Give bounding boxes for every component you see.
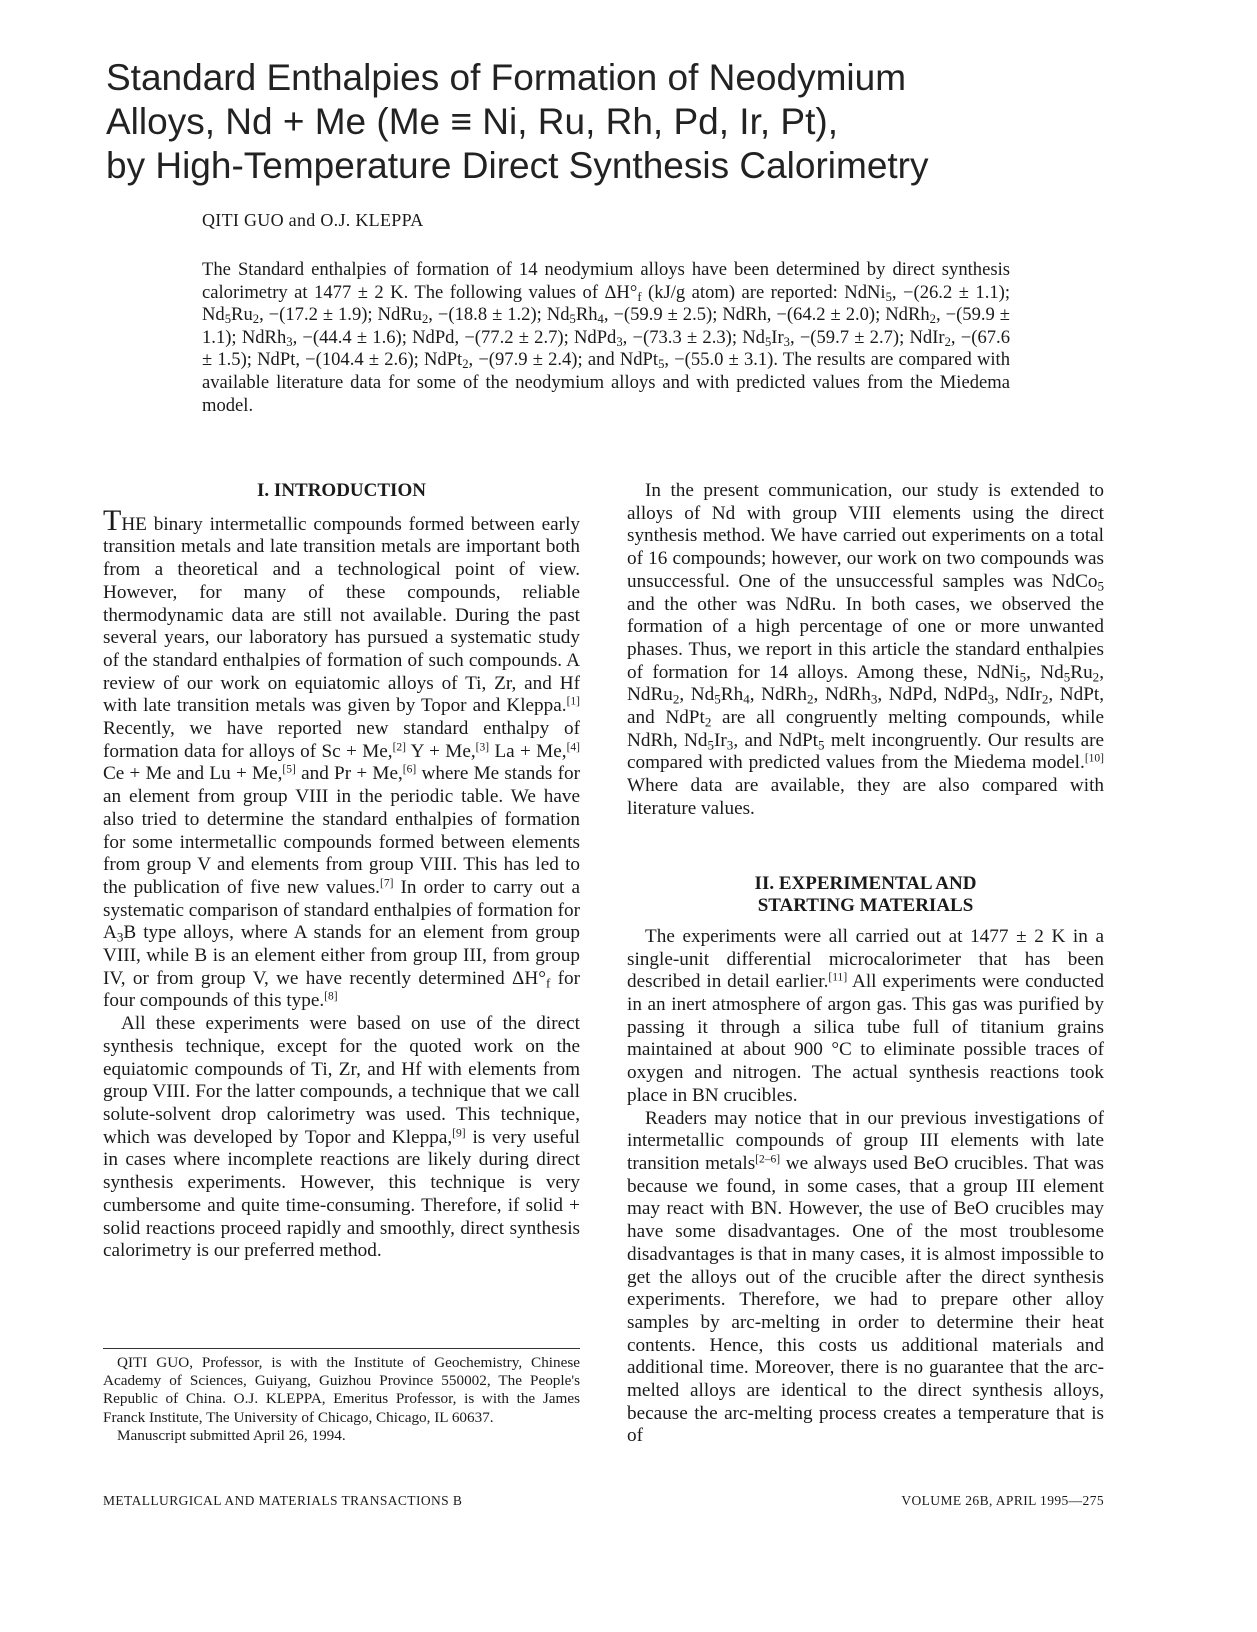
intro-paragraph [103, 503, 580, 1013]
heading-line: II. EXPERIMENTAL AND [754, 872, 977, 894]
intro-paragraph: In the present communication, our study is extended to alloys of Nd with group VIII elements using the direct synthesis method. We have carried out experiments on a total of 16 compounds; however, our work on two compounds was unsuccessful. One of the unsuccessful samples was NdCo$_5$ and the other was NdRu. In both cases, we observed the formation of a high percentage of one or more unwanted phases. Thus, we report in this article the standard enthalpies of formation for 14 alloys. Among these, NdNi$_5$, $Nd_5Ru_2$, NdRu$_2$, $Nd_5Rh_4$, NdRh$_2$, NdRh$_3$, NdPd, NdPd$_3$, NdIr$_2$, NdPt, and NdPt$_2$ are all congruently melting compounds, while NdRh, $Nd_5Ir_3$, and NdPt$_5$ melt incongruently. Our results are compared with predicted values from the Miedema model.[10] Where data are available, they are also compared with literature values. [627, 480, 1105, 819]
intro-paragraph: All these experiments were based on use of the direct synthesis technique, except for the quoted work on the equiatomic compounds of Ti, Zr, and Hf with elements from group VIII. For the latter compounds, a technique that we call solute-solvent drop calorimetry was used. This technique, which was developed by Topor and Kleppa,[9] is very useful in cases where incomplete reactions are likely during direct synthesis experiments. However, this technique is very cumbersome and quite time-consuming. Therefore, if solid + solid reactions proceed rapidly and smoothly, direct synthesis calorimetry is our preferred method. [103, 1013, 580, 1262]
left-column [103, 480, 580, 1263]
article-title [106, 56, 1106, 188]
volume-page: VOLUME 26B, APRIL 1995—275 [901, 1493, 1104, 1508]
section-heading-introduction: I. INTRODUCTION [257, 480, 426, 501]
footnote [103, 1354, 580, 1445]
submission-date: Manuscript submitted April 26, 1994. [117, 1426, 346, 1444]
drop-cap: T [103, 503, 122, 537]
right-column [627, 480, 1104, 1448]
experimental-paragraph: Readers may notice that in our previous investigations of intermetallic compounds of group III elements with late transition metals[2–6] we always used BeO crucibles. That was because we found, in some cases, that a group III element may react with BN. However, the use of BeO crucibles may have some disadvantages. One of the most troublesome disadvantages is that in many cases, it is almost impossible to get the alloys out of the crucible after the direct synthesis experiments. Therefore, we had to prepare other alloy samples by arc-melting in order to determine their heat contents. Hence, this costs us additional materials and additional time. Moreover, there is no guarantee that the arc-melted alloys are identical to the direct synthesis alloys, because the arc-melting process creates a temperature that is of [627, 1107, 1104, 1447]
title-line: Alloys, Nd + Me (Me ≡ Ni, Ru, Rh, Pd, Ir, Pt), [106, 101, 838, 142]
abstract: The Standard enthalpies of formation of 14 neodymium alloys have been determined by direct synthesis calorimetry at 1477 ± 2 K. The following values of $\Delta H^\circ_f$ (kJ/g atom) are reported: NdNi$_5$, −(26.2 ± 1.1); $Nd_5Ru_2$, −(17.2 ± 1.9); NdRu$_2$, −(18.8 ± 1.2); $Nd_5Rh_4$, −(59.9 ± 2.5); NdRh, −(64.2 ± 2.0); NdRh$_2$, −(59.9 ± 1.1); NdRh$_3$, −(44.4 ± 1.6); NdPd, −(77.2 ± 2.7); NdPd$_3$, −(73.3 ± 2.3); $Nd_5Ir_3$, −(59.7 ± 2.7); NdIr$_2$, −(67.6 ± 1.5); NdPt, −(104.4 ± 2.6); NdPt$_2$, −(97.9 ± 2.4); and NdPt$_5$, −(55.0 ± 3.1). The results are compared with available literature data for some of the neodymium alloys and with predicted values from the Miedema model. [202, 259, 1011, 416]
intro-paragraph-text: HE binary intermetallic compounds formed between early transition metals and late transition metals are important both from a theoretical and a technological point of view. However, for many of these compounds, reliable thermodynamic data are still not available. During the past several years, our laboratory has pursued a systematic study of the standard enthalpies of formation of such compounds. A review of our work on equiatomic alloys of Ti, Zr, and Hf with late transition metals was given by Topor and Kleppa.[1] Recently, we have reported new standard enthalpy of formation data for alloys of Sc + Me,[2] Y + Me,[3] La + Me,[4] Ce + Me and Lu + Me,[5] and Pr + Me,[6] where Me stands for an element from group VIII in the periodic table. We have also tried to determine the standard enthalpies of formation for some intermetallic compounds formed between elements from group V and elements from group VIII. This has led to the publication of five new values.[7] In order to carry out a systematic comparison of standard enthalpies of formation for $A_3B$ type alloys, where A stands for an element from group VIII, while B is an element either from group III, from group IV, or from group V, we have recently determined $\Delta H^\circ_f$ for four compounds of this type.[8] [103, 513, 580, 1012]
footnote-divider [103, 1348, 580, 1349]
author-affiliation: QITI GUO, Professor, is with the Institute of Geochemistry, Chinese Academy of Sciences, Guiyang, Guizhou Province 550002, The People's Republic of China. O.J. KLEPPA, Emeritus Professor, is with the James Franck Institute, The University of Chicago, Chicago, IL 60637. [103, 1354, 580, 1426]
title-line: Standard Enthalpies of Formation of Neodymium [106, 57, 907, 98]
section-heading-experimental [627, 873, 1104, 918]
title-line: by High-Temperature Direct Synthesis Calorimetry [106, 145, 929, 186]
experimental-paragraph: The experiments were all carried out at 1477 ± 2 K in a single-unit differential microcalorimeter that has been described in detail earlier.[11] All experiments were conducted in an inert atmosphere of argon gas. This gas was purified by passing it through a silica tube full of titanium grains maintained at about 900 °C to eliminate possible traces of oxygen and nitrogen. The actual synthesis reactions took place in BN crucibles. [627, 925, 1104, 1106]
heading-line: STARTING MATERIALS [757, 895, 974, 917]
journal-name: METALLURGICAL AND MATERIALS TRANSACTIONS B [103, 1493, 463, 1508]
authors: QITI GUO and O.J. KLEPPA [202, 210, 424, 230]
